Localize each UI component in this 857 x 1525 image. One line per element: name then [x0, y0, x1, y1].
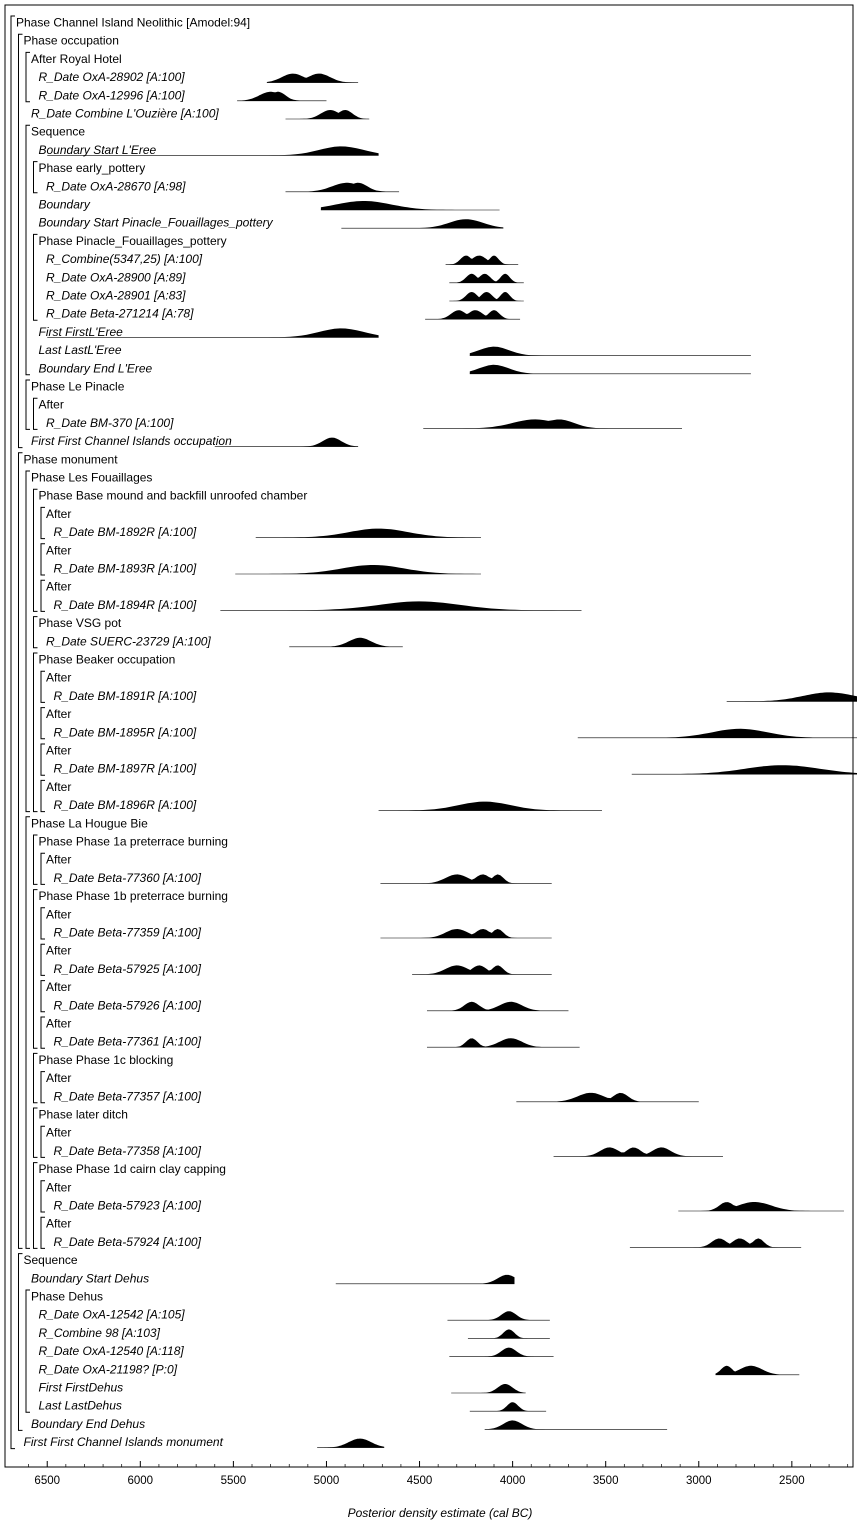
posterior-distribution	[554, 1147, 723, 1156]
row-label: After	[46, 1125, 72, 1140]
phase-bracket	[41, 708, 45, 739]
row-label: After	[46, 852, 72, 867]
row-label: R_Combine 98 [A:103]	[38, 1325, 160, 1340]
posterior-distribution	[321, 201, 500, 210]
row-label: Phase Dehus	[31, 1289, 104, 1304]
posterior-distribution	[289, 638, 403, 647]
posterior-distribution	[449, 292, 524, 301]
x-tick-label: 5000	[313, 1475, 340, 1487]
density-shape	[470, 1402, 546, 1411]
phase-bracket	[41, 1217, 45, 1248]
phase-bracket	[41, 1017, 45, 1048]
row-label: Phase Base mound and backfill unroofed chamber	[38, 488, 308, 503]
row-label: R_Date Beta-57925 [A:100]	[53, 961, 201, 976]
row-label: R_Date SUERC-23729 [A:100]	[46, 634, 211, 649]
row-label: First First Channel Islands monument	[23, 1435, 223, 1450]
posterior-distribution	[446, 256, 519, 265]
phase-bracket	[34, 1163, 38, 1249]
posterior-distribution	[256, 529, 481, 538]
row-label: Phase monument	[23, 452, 118, 467]
phase-bracket	[26, 52, 30, 101]
row-label: R_Date OxA-28900 [A:89]	[46, 270, 186, 285]
phase-bracket	[26, 817, 30, 1249]
posterior-distribution	[727, 692, 857, 701]
x-tick-label: 6000	[127, 1475, 154, 1487]
row-label: R_Date OxA-12542 [A:105]	[38, 1307, 185, 1322]
posterior-distribution	[468, 1329, 550, 1338]
phase-bracket	[34, 835, 38, 884]
density-shape	[449, 274, 524, 283]
phase-bracket	[41, 744, 45, 775]
density-shape	[427, 1002, 569, 1011]
row-label: First FirstL'Eree	[38, 324, 123, 339]
density-shape	[237, 92, 326, 101]
density-shape	[321, 201, 500, 210]
row-label: Sequence	[31, 124, 86, 139]
density-shape	[446, 256, 519, 265]
row-label: R_Date Beta-271214 [A:78]	[46, 306, 194, 321]
row-label: R_Date BM-1891R [A:100]	[53, 688, 197, 703]
row-label: R_Date OxA-28670 [A:98]	[46, 179, 186, 194]
density-shape	[449, 1348, 553, 1357]
row-label: R_Date Beta-77358 [A:100]	[53, 1143, 201, 1158]
phase-bracket	[19, 1254, 23, 1431]
posterior-distribution	[516, 1093, 699, 1102]
posterior-distribution	[470, 347, 751, 356]
row-label: Phase Channel Island Neolithic [Amodel:94]	[16, 15, 251, 30]
posterior-distribution	[425, 310, 520, 319]
density-shape	[470, 365, 751, 374]
density-shape	[256, 529, 481, 538]
density-shape	[412, 965, 552, 974]
row-label: R_Date Beta-77360 [A:100]	[53, 870, 201, 885]
posterior-distribution	[470, 1402, 546, 1411]
row-label: After	[46, 543, 72, 558]
row-label: R_Date Beta-57924 [A:100]	[53, 1234, 201, 1249]
posterior-distribution	[427, 1002, 569, 1011]
row-label: R_Date BM-370 [A:100]	[46, 415, 174, 430]
phase-bracket	[19, 34, 23, 447]
row-label: R_Date Beta-77361 [A:100]	[53, 1034, 201, 1049]
phase-bracket	[34, 890, 38, 1049]
row-label: R_Date BM-1894R [A:100]	[53, 597, 197, 612]
posterior-distribution	[678, 1202, 844, 1211]
posterior-distribution	[380, 929, 551, 938]
posterior-distribution	[267, 74, 358, 83]
density-shape	[380, 874, 551, 883]
row-label: Boundary Start L'Eree	[38, 142, 157, 157]
x-axis-label: Posterior density estimate (cal BC)	[347, 1506, 533, 1520]
density-shape	[716, 1366, 800, 1375]
posterior-distribution	[336, 1275, 515, 1284]
row-label: Phase Le Pinacle	[31, 379, 125, 394]
row-label: Phase Phase 1d cairn clay capping	[38, 1162, 226, 1177]
posterior-distribution	[630, 1238, 801, 1247]
posterior-distribution	[379, 802, 602, 811]
row-label: After	[46, 980, 72, 995]
density-shape	[451, 1384, 525, 1393]
row-label: R_Date BM-1895R [A:100]	[53, 725, 197, 740]
row-label: After	[46, 506, 72, 521]
density-shape	[425, 310, 520, 319]
row-label: R_Date Beta-77359 [A:100]	[53, 925, 201, 940]
phase-bracket	[26, 125, 30, 375]
posterior-distribution	[286, 183, 400, 192]
phase-bracket	[41, 853, 45, 884]
density-shape	[468, 1329, 550, 1338]
row-label: Boundary Start Dehus	[31, 1271, 150, 1286]
density-shape	[341, 219, 503, 228]
phase-bracket	[34, 1053, 38, 1102]
row-label: Phase later ditch	[38, 1107, 128, 1122]
row-label: After	[46, 670, 72, 685]
posterior-distribution	[449, 274, 524, 283]
row-label: Phase Phase 1c blocking	[38, 1052, 174, 1067]
row-label: R_Date Combine L'Ouzière [A:100]	[31, 106, 219, 121]
density-shape	[678, 1202, 844, 1211]
phase-bracket	[34, 398, 38, 429]
posterior-distribution	[578, 729, 857, 738]
posterior-distribution	[412, 965, 552, 974]
phase-bracket	[26, 380, 30, 429]
posterior-distribution	[485, 1420, 667, 1429]
row-label: R_Date BM-1892R [A:100]	[53, 525, 197, 540]
phase-bracket	[41, 580, 45, 611]
posterior-distribution	[215, 438, 358, 447]
x-tick-label: 3500	[592, 1475, 619, 1487]
row-label: Phase Beaker occupation	[38, 652, 176, 667]
phase-bracket	[26, 471, 30, 812]
phase-bracket	[41, 544, 45, 575]
row-label: Boundary	[38, 197, 90, 212]
row-label: Last LastDehus	[38, 1398, 122, 1413]
density-shape	[286, 110, 370, 119]
row-label: R_Date Beta-57926 [A:100]	[53, 998, 201, 1013]
row-label: R_Date BM-1893R [A:100]	[53, 561, 197, 576]
row-label: After	[46, 579, 72, 594]
density-shape	[317, 1439, 384, 1448]
density-shape	[336, 1275, 515, 1284]
phase-bracket	[41, 981, 45, 1012]
posterior-distribution	[423, 419, 682, 428]
phase-bracket	[41, 944, 45, 975]
row-label: Phase Les Fouaillages	[31, 470, 153, 485]
row-label: Phase Pinacle_Fouaillages_pottery	[38, 233, 227, 248]
density-shape	[578, 729, 857, 738]
phase-bracket	[11, 16, 15, 1449]
row-label: After	[46, 1016, 72, 1031]
row-label: Phase VSG pot	[38, 616, 122, 631]
row-label: Phase Phase 1a preterrace burning	[38, 834, 228, 849]
posterior-distribution	[235, 565, 481, 574]
row-label: First First Channel Islands occupation	[31, 434, 232, 449]
density-shape	[470, 347, 751, 356]
row-label: R_Date OxA-28901 [A:83]	[46, 288, 186, 303]
row-label: R_Date BM-1897R [A:100]	[53, 761, 197, 776]
phase-bracket	[34, 489, 38, 611]
row-label: After	[38, 397, 64, 412]
row-label: Phase occupation	[23, 33, 119, 48]
density-shape	[630, 1238, 801, 1247]
phase-bracket	[41, 1126, 45, 1157]
phase-bracket	[34, 162, 38, 193]
posterior-distribution	[716, 1366, 800, 1375]
density-shape	[215, 438, 358, 447]
density-shape	[220, 601, 581, 610]
row-label: Phase Phase 1b preterrace burning	[38, 889, 228, 904]
row-label: After	[46, 707, 72, 722]
posterior-distribution	[451, 1384, 525, 1393]
posterior-distribution	[237, 92, 326, 101]
posterior-distribution	[380, 874, 551, 883]
density-shape	[632, 765, 857, 774]
row-label: After	[46, 743, 72, 758]
row-label: R_Date OxA-28902 [A:100]	[38, 70, 185, 85]
posterior-distribution	[632, 765, 857, 774]
row-label: Phase La Hougue Bie	[31, 816, 148, 831]
phase-bracket	[34, 617, 38, 648]
density-shape	[449, 292, 524, 301]
posterior-distribution	[220, 601, 581, 610]
row-label: Phase early_pottery	[38, 161, 146, 176]
density-shape	[554, 1147, 723, 1156]
posterior-distribution	[447, 1311, 549, 1320]
row-label: Boundary End L'Eree	[38, 361, 153, 376]
x-tick-label: 4000	[499, 1475, 526, 1487]
density-shape	[447, 1311, 549, 1320]
phase-bracket	[41, 507, 45, 538]
density-shape	[235, 565, 481, 574]
phase-brackets	[11, 16, 45, 1449]
row-label: R_Date OxA-21198? [P:0]	[38, 1362, 178, 1377]
row-label: Boundary Start Pinacle_Fouaillages_pottery	[38, 215, 273, 230]
row-label: R_Date OxA-12996 [A:100]	[38, 88, 185, 103]
row-label: After	[46, 943, 72, 958]
row-label: R_Date BM-1896R [A:100]	[53, 798, 197, 813]
phase-bracket	[41, 1072, 45, 1103]
phase-bracket	[41, 780, 45, 811]
x-tick-label: 6500	[34, 1475, 61, 1487]
density-shape	[380, 929, 551, 938]
posterior-distribution	[449, 1348, 553, 1357]
density-shape	[423, 419, 682, 428]
posterior-distribution	[317, 1439, 384, 1448]
row-label: After	[46, 1216, 72, 1231]
x-tick-label: 5500	[220, 1475, 247, 1487]
posterior-distribution	[286, 110, 370, 119]
posterior-distribution	[470, 365, 751, 374]
row-label: R_Date Beta-57923 [A:100]	[53, 1198, 201, 1213]
density-shape	[286, 183, 400, 192]
phase-bracket	[34, 234, 38, 320]
row-label: Last LastL'Eree	[38, 343, 122, 358]
row-labels	[16, 16, 307, 1450]
density-shape	[516, 1093, 699, 1102]
phase-bracket	[41, 671, 45, 702]
phase-bracket	[19, 453, 23, 1249]
x-tick-label: 4500	[406, 1475, 433, 1487]
density-shape	[379, 802, 602, 811]
row-label: After	[46, 1071, 72, 1086]
density-shape	[727, 692, 857, 701]
density-shape	[267, 74, 358, 83]
phase-bracket	[41, 1181, 45, 1212]
row-label: After	[46, 907, 72, 922]
row-label: After Royal Hotel	[31, 51, 122, 66]
density-shape	[485, 1420, 667, 1429]
row-label: Sequence	[23, 1253, 78, 1268]
phase-bracket	[34, 653, 38, 812]
x-tick-label: 2500	[779, 1475, 805, 1487]
phase-bracket	[34, 1108, 38, 1157]
row-label: First FirstDehus	[38, 1380, 124, 1395]
row-label: After	[46, 779, 72, 794]
density-shape	[427, 1038, 580, 1047]
row-label: R_Date OxA-12540 [A:118]	[38, 1344, 184, 1359]
posterior-distribution	[427, 1038, 580, 1047]
x-tick-label: 3000	[685, 1475, 712, 1487]
x-axis	[29, 1461, 848, 1487]
row-label: After	[46, 1180, 72, 1195]
density-shape	[289, 638, 403, 647]
row-label: R_Combine(5347,25) [A:100]	[46, 252, 203, 267]
phase-bracket	[26, 1290, 30, 1412]
phase-bracket	[41, 908, 45, 939]
posterior-distribution	[341, 219, 503, 228]
row-label: Boundary End Dehus	[31, 1416, 146, 1431]
row-label: R_Date Beta-77357 [A:100]	[53, 1089, 201, 1104]
